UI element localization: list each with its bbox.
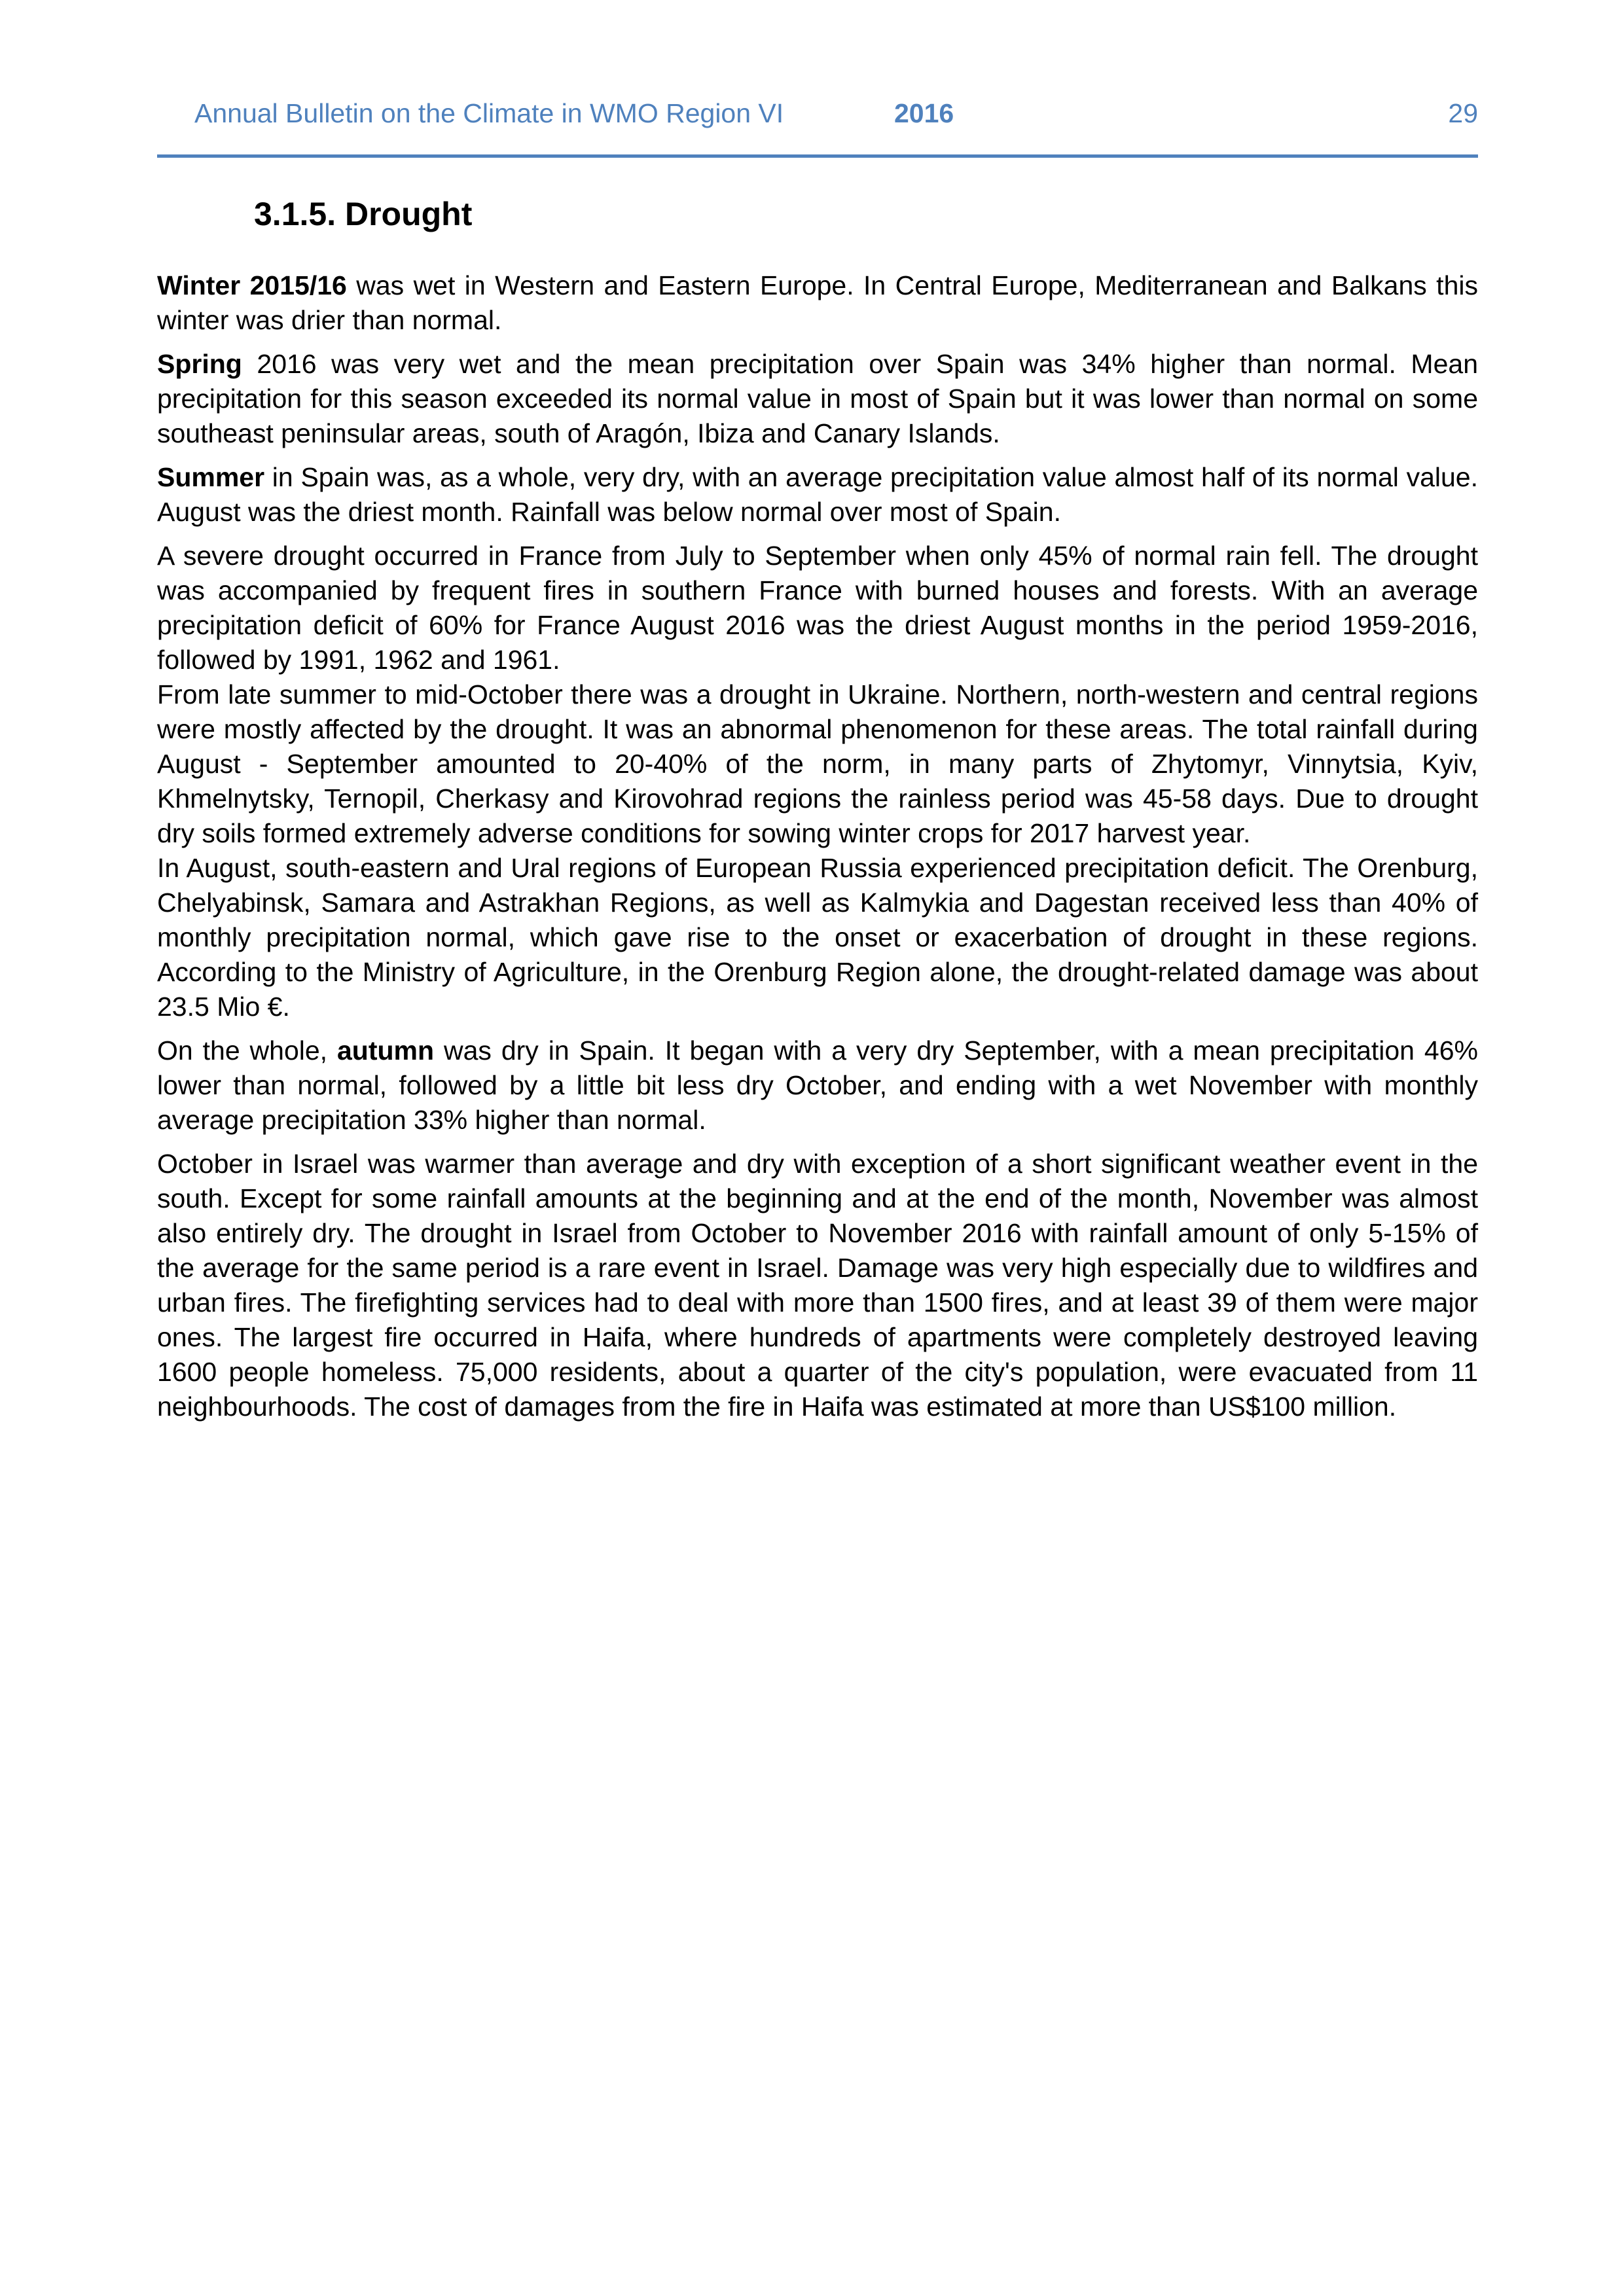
page-header — [157, 98, 1478, 131]
paragraph-france: A severe drought occurred in France from July to September when only 45% of normal rain fell. The drought was accompanied by frequent fires in southern France with burned houses and forests. With an average precipitation deficit of 60% for France August 2016 was the driest August months in the period 1959-2016, followed by 1991, 1962 and 1961. — [157, 541, 1478, 675]
paragraph-spring: Spring 2016 was very wet and the mean precipitation over Spain was 34% higher than normal. Mean precipitation for this season exceeded its normal value in most of Spain but it was lower than normal on some southeast peninsular areas, south of Aragón, Ibiza and Canary Islands. — [157, 349, 1478, 448]
paragraph-ukraine: From late summer to mid-October there was a drought in Ukraine. Northern, north-western and central regions were mostly affected by the drought. It was an abnormal phenomenon for these areas. The total rainfall during August - September amounted to 20-40% of the norm, in many parts of Zhytomyr, Vinnytsia, Kyiv, Khmelnytsky, Ternopil, Cherkasy and Kirovohrad regions the rainless period was 45-58 days. Due to drought dry soils formed extremely adverse conditions for sowing winter crops for 2017 harvest year. — [157, 679, 1478, 848]
section-title: 3.1.5. Drought — [254, 196, 473, 232]
paragraph-russia: In August, south-eastern and Ural regions of European Russia experienced precipitation deficit. The Orenburg, Chelyabinsk, Samara and Astrakhan Regions, as well as Kalmykia and Dagestan received less than 40% of monthly precipitation normal, which gave rise to the onset or exacerbation of drought in these regions. According to the Ministry of Agriculture, in the Orenburg Region alone, the drought-related damage was about 23.5 Mio €. — [157, 853, 1478, 1022]
header-title: Annual Bulletin on the Climate in WMO Region VI — [194, 98, 784, 128]
header-year: 2016 — [894, 98, 954, 128]
header-divider — [157, 154, 1478, 158]
paragraph-summer: Summer in Spain was, as a whole, very dry, with an average precipitation value almost half of its normal value. August was the driest month. Rainfall was below normal over most of Spain. — [157, 462, 1478, 527]
paragraph-israel: October in Israel was warmer than average and dry with exception of a short significant weather event in the south. Except for some rainfall amounts at the beginning and at the end of the month, November was almost also entirely dry. The drought in Israel from October to November 2016 with rainfall amount of only 5-15% of the average for the same period is a rare event in Israel. Damage was very high especially due to wildfires and urban fires. The firefighting services had to deal with more than 1500 fires, and at least 39 of them were major ones. The largest fire occurred in Haifa, where hundreds of apartments were completely destroyed leaving 1600 people homeless. 75,000 residents, about a quarter of the city's population, were evacuated from 11 neighbourhoods. The cost of damages from the fire in Haifa was estimated at more than US$100 million. — [157, 1149, 1478, 1422]
body-text — [157, 268, 1478, 1433]
paragraph-autumn: On the whole, autumn was dry in Spain. It began with a very dry September, with a mean precipitation 46% lower than normal, followed by a little bit less dry October, and ending with a wet November with monthly average precipitation 33% higher than normal. — [157, 1035, 1478, 1135]
page-number: 29 — [1448, 98, 1478, 128]
paragraph-winter: Winter 2015/16 was wet in Western and Eastern Europe. In Central Europe, Mediterranean and Balkans this winter was drier than normal. — [157, 270, 1478, 335]
